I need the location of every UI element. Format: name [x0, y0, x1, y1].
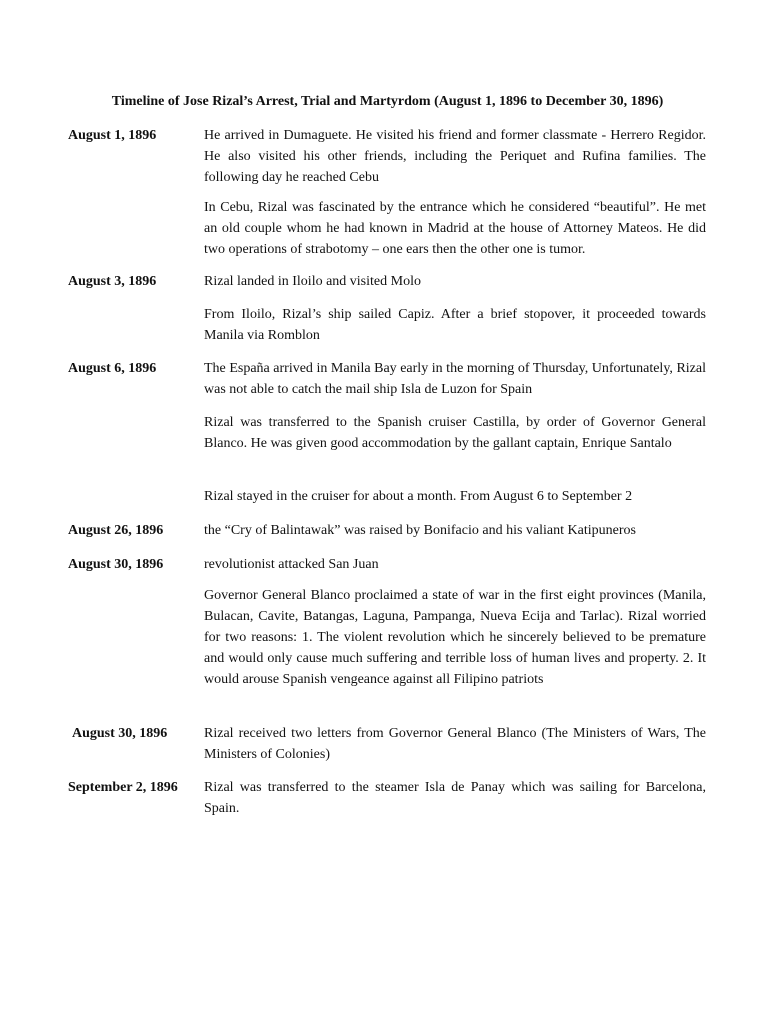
entry-paragraph: From Iloilo, Rizal’s ship sailed Capiz. After a brief stopover, it proceeded towards Manila via Romblon [204, 307, 706, 343]
entry-paragraph: Rizal landed in Iloilo and visited Molo [204, 274, 421, 289]
entry-paragraph: the “Cry of Balintawak” was raised by Bonifacio and his valiant Katipuneros [204, 523, 636, 538]
entry-date: August 6, 1896 [68, 361, 157, 376]
entry-paragraph: The España arrived in Manila Bay early in the morning of Thursday, Unfortunately, Rizal was not able to catch the mail ship Isla de Luzon for Spain [204, 361, 706, 397]
entry-paragraph: In Cebu, Rizal was fascinated by the entrance which he considered “beautiful”. He met an old couple whom he had known in Madrid at the house of Attorney Mateos. He did two operations of strabotomy – one ears then the other one is tumor. [204, 200, 706, 257]
entry-date: August 3, 1896 [68, 274, 157, 289]
entry-date: August 30, 1896 [72, 726, 168, 741]
entry-paragraph: He arrived in Dumaguete. He visited his friend and former classmate - Herrero Regidor. He also visited his other friends, including the Periquet and Rufina families. The following day he reached Cebu [204, 128, 706, 185]
entry-paragraph: Governor General Blanco proclaimed a state of war in the first eight provinces (Manila, Bulacan, Cavite, Batangas, Laguna, Pampanga, Nueva Ecija and Tarlac). Rizal worried for two reasons: 1. The violent revolution which he sincerely believed to be premature and would only cause much suffering and terrible loss of human lives and property. 2. It would arouse Spanish vengeance against all Filipino patriots [204, 588, 706, 687]
entry-paragraph: revolutionist attacked San Juan [204, 557, 379, 572]
entry-date: August 30, 1896 [68, 557, 164, 572]
entry-paragraph: Rizal received two letters from Governor General Blanco (The Ministers of Wars, The Ministers of Colonies) [204, 726, 706, 762]
document-title: Timeline of Jose Rizal’s Arrest, Trial and Martyrdom (August 1, 1896 to December 30, 1896) [111, 94, 664, 109]
entry-paragraph: Rizal was transferred to the steamer Isla de Panay which was sailing for Barcelona, Spain. [204, 780, 706, 816]
entry-date: September 2, 1896 [68, 780, 178, 795]
entry-date: August 26, 1896 [68, 523, 164, 538]
entry-date: August 1, 1896 [68, 128, 157, 143]
entry-paragraph: Rizal stayed in the cruiser for about a month. From August 6 to September 2 [204, 489, 633, 504]
entry-paragraph: Rizal was transferred to the Spanish cruiser Castilla, by order of Governor General Blanco. He was given good accommodation by the gallant captain, Enrique Santalo [204, 415, 706, 451]
